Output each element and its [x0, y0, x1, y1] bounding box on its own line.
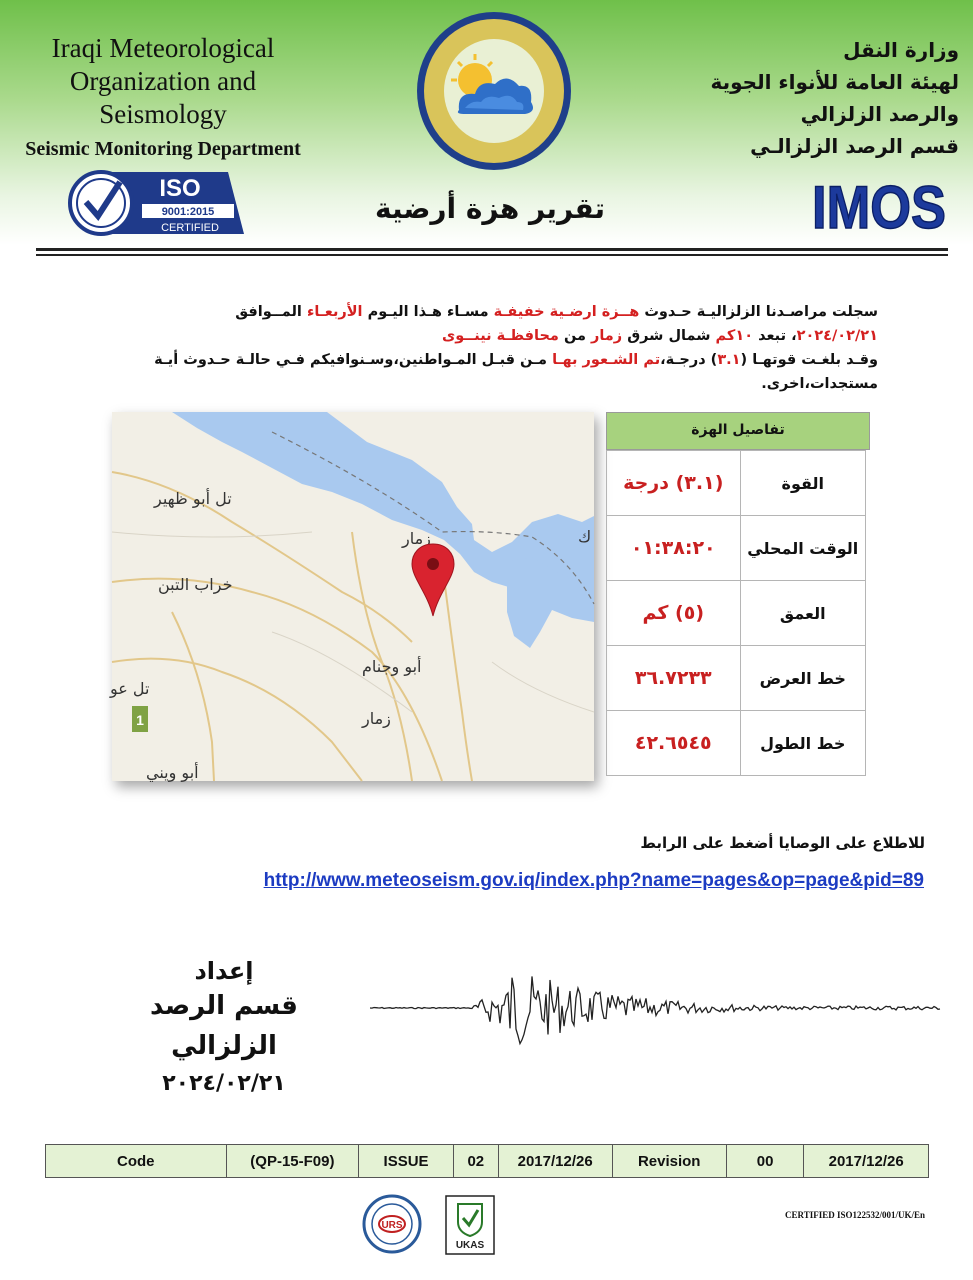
- code-value: (QP-15-F09): [226, 1145, 359, 1178]
- org-name-ar-line: قسم الرصد الزلزالـي: [750, 134, 959, 158]
- map-graphic: [112, 412, 594, 781]
- certification-text: CERTIFIED ISO122532/001/UK/En: [785, 1210, 925, 1220]
- org-name-ar-line: والرصد الزلزالي: [800, 102, 959, 126]
- org-name-english: [18, 32, 308, 131]
- header-divider: [36, 254, 948, 256]
- recommendations-link[interactable]: http://www.meteoseism.gov.iq/index.php?name=pages&op=page&pid=89: [263, 870, 924, 891]
- details-title: تفاصيل الهزة: [606, 412, 870, 450]
- svg-text:9001:2015: 9001:2015: [161, 206, 215, 218]
- map-label: تل عو: [110, 679, 150, 698]
- map-label: ك: [578, 527, 592, 546]
- iso-certification-badge: [68, 168, 246, 238]
- org-name-ar-line: وزارة النقل: [843, 38, 959, 62]
- local-time-label: الوقت المحلي: [740, 516, 866, 581]
- code-label: Code: [46, 1145, 227, 1178]
- map-label: أبو ويني: [146, 763, 199, 782]
- org-name-arabic: [639, 34, 959, 162]
- map-label: تل أبو ظهير: [154, 489, 232, 508]
- epicenter-map[interactable]: [112, 412, 594, 781]
- magnitude-value: (٣.١) درجة: [607, 451, 741, 516]
- table-row: [607, 451, 866, 516]
- issue-date: 2017/12/26: [498, 1145, 612, 1178]
- svg-text:IMOS: IMOS: [812, 174, 946, 241]
- prepared-by-block: [110, 956, 338, 1102]
- map-label: أبو وجنام: [362, 657, 422, 676]
- urs-certification-seal: [362, 1194, 422, 1254]
- org-name-line: Organization and: [69, 66, 257, 96]
- depth-label: العمق: [740, 581, 866, 646]
- longitude-label: خط الطول: [740, 711, 866, 776]
- report-paragraph: سجلت مراصـدنا الزلزاليـة حـدوث هــزة ارضـية خفيفـة مسـاء هـذا اليـوم الأربعـاء المــوافق ٢٠٢٤/٠٢/٢١، تبعد ١٠كم شمال شرق زمار من محافظـة نينــوى وقـد بلغـت قوتهـا (٣.١) درجـة،تم الشـعور بهـا مـن قبـل المـواطنين،وسـنوافيكم فـي حالـة حـدوث أيـة مستجدات،اخرى.: [154, 304, 878, 392]
- local-time-value: ٠١:٣٨:٢٠: [607, 516, 741, 581]
- svg-text:1: 1: [136, 712, 144, 728]
- org-name-line: Seismology: [99, 99, 227, 129]
- svg-text:CERTIFIED: CERTIFIED: [161, 222, 219, 234]
- org-name-ar-line: لهيئة العامة للأنواء الجوية: [710, 70, 959, 94]
- svg-text:URS: URS: [381, 1220, 403, 1231]
- department-name-english: Seismic Monitoring Department: [25, 138, 301, 160]
- map-label: زمار: [402, 529, 431, 548]
- issue-label: ISSUE: [359, 1145, 454, 1178]
- recommendations-link-label: للاطلاع على الوصايا أضغط على الرابط: [640, 834, 925, 852]
- revision-label: Revision: [612, 1145, 726, 1178]
- report-title: تقرير هزة أرضية: [374, 192, 606, 225]
- issue-value: 02: [453, 1145, 498, 1178]
- organization-logo: [415, 10, 573, 172]
- svg-text:UKAS: UKAS: [455, 1240, 485, 1251]
- imos-logo: [808, 172, 950, 241]
- prepared-by-label: إعداد: [194, 957, 254, 985]
- table-row: [46, 1145, 929, 1178]
- latitude-value: ٣٦.٧٢٣٣: [607, 646, 741, 711]
- table-row: [607, 581, 866, 646]
- ukas-certification-seal: [444, 1194, 496, 1256]
- table-row: [607, 711, 866, 776]
- prepared-by-department: قسم الرصد الزلزالي: [150, 991, 298, 1061]
- depth-value: (٥) كم: [607, 581, 741, 646]
- revision-date: 2017/12/26: [804, 1145, 929, 1178]
- prepared-date: ٢٠٢٤/٠٢/٢١: [162, 1071, 286, 1096]
- magnitude-label: القوة: [740, 451, 866, 516]
- earthquake-details-table: [606, 450, 866, 776]
- longitude-value: ٤٢.٦٥٤٥: [607, 711, 741, 776]
- map-label: زمار: [362, 709, 391, 728]
- table-row: [607, 646, 866, 711]
- document-code-table: [45, 1144, 929, 1178]
- revision-value: 00: [726, 1145, 803, 1178]
- map-label: خراب التبن: [158, 575, 233, 594]
- svg-text:ISO: ISO: [159, 175, 201, 202]
- table-row: [607, 516, 866, 581]
- latitude-label: خط العرض: [740, 646, 866, 711]
- org-name-line: Iraqi Meteorological: [51, 33, 275, 63]
- header-divider: [36, 248, 948, 251]
- seismogram-graphic: [370, 958, 940, 1050]
